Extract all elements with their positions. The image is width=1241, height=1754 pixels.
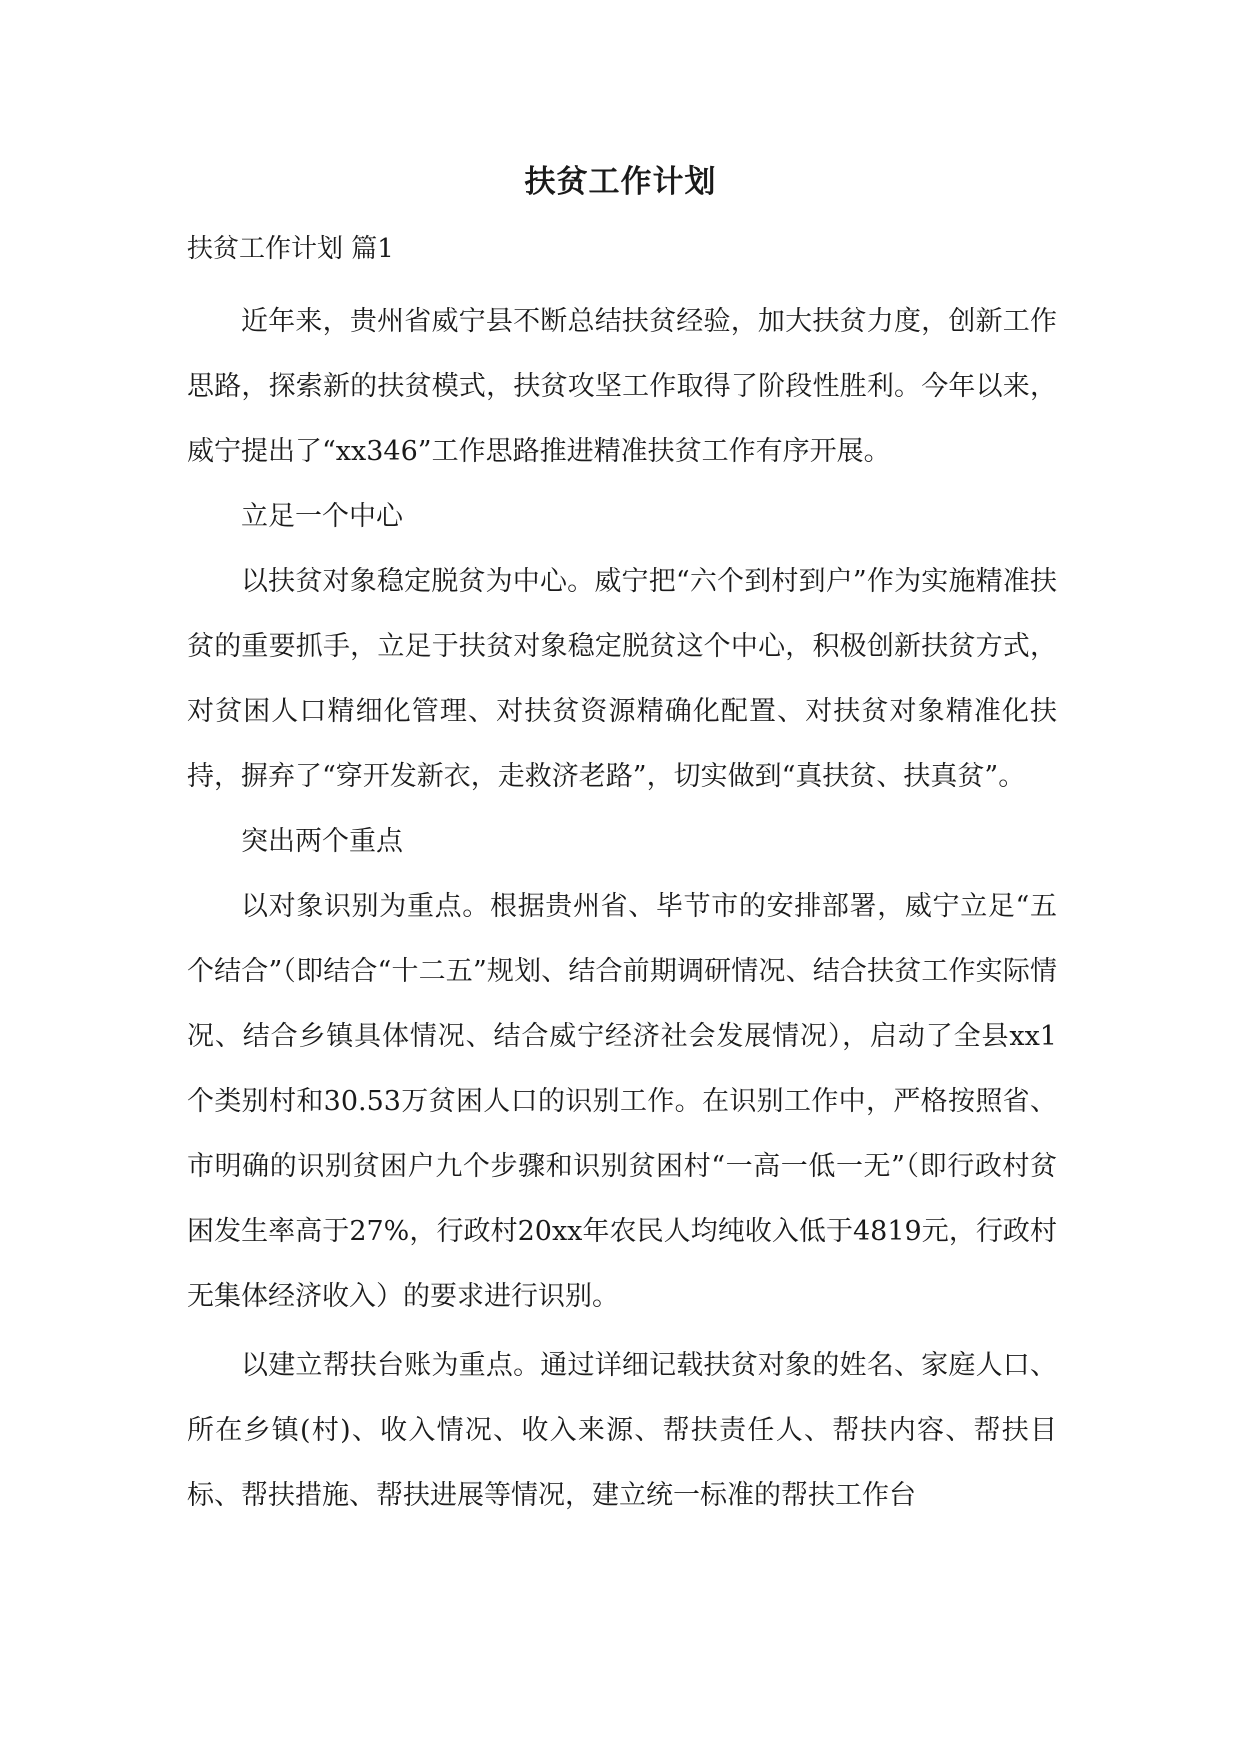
paragraph-stable-poverty-exit: 以扶贫对象稳定脱贫为中心。威宁把“六个到村到户”作为实施精准扶贫的重要抓手，立足于扶贫对象稳定脱贫这个中心，积极创新扶贫方式，对贫困人口精细化管理、对扶贫资源精确化配置、对扶贫对象精准化扶持，摒弃了“穿开发新衣，走救济老路”，切实做到“真扶贫、扶真贫”。 xyxy=(187,566,1057,792)
paragraph-assistance-ledger: 以建立帮扶台账为重点。通过详细记载扶贫对象的姓名、家庭人口、所在乡镇(村)、收入情况、收入来源、帮扶责任人、帮扶内容、帮扶目标、帮扶措施、帮扶进展等情况，建立统一标准的帮扶工作台 xyxy=(187,1350,1057,1511)
section-label: 扶贫工作计划 篇1 xyxy=(187,234,394,264)
document-body xyxy=(187,229,1057,1528)
heading-two-focuses: 突出两个重点 xyxy=(241,826,403,857)
heading-one-center: 立足一个中心 xyxy=(241,501,403,532)
paragraph-intro: 近年来，贵州省威宁县不断总结扶贫经验，加大扶贫力度，创新工作思路，探索新的扶贫模式，扶贫攻坚工作取得了阶段性胜利。今年以来，威宁提出了“xx346”工作思路推进精准扶贫工作有序开展。 xyxy=(187,306,1057,467)
paragraph-target-identification: 以对象识别为重点。根据贵州省、毕节市的安排部署，威宁立足“五个结合”（即结合“十二五”规划、结合前期调研情况、结合扶贫工作实际情况、结合乡镇具体情况、结合威宁经济社会发展情况），启动了全县xx1个类别村和30.53万贫困人口的识别工作。在识别工作中，严格按照省、市明确的识别贫困户九个步骤和识别贫困村“一高一低一无”（即行政村贫困发生率高于27%，行政村20xx年农民人均纯收入低于4819元，行政村无集体经济收入）的要求进行识别。 xyxy=(187,891,1057,1312)
document-title: 扶贫工作计划 xyxy=(524,164,717,200)
